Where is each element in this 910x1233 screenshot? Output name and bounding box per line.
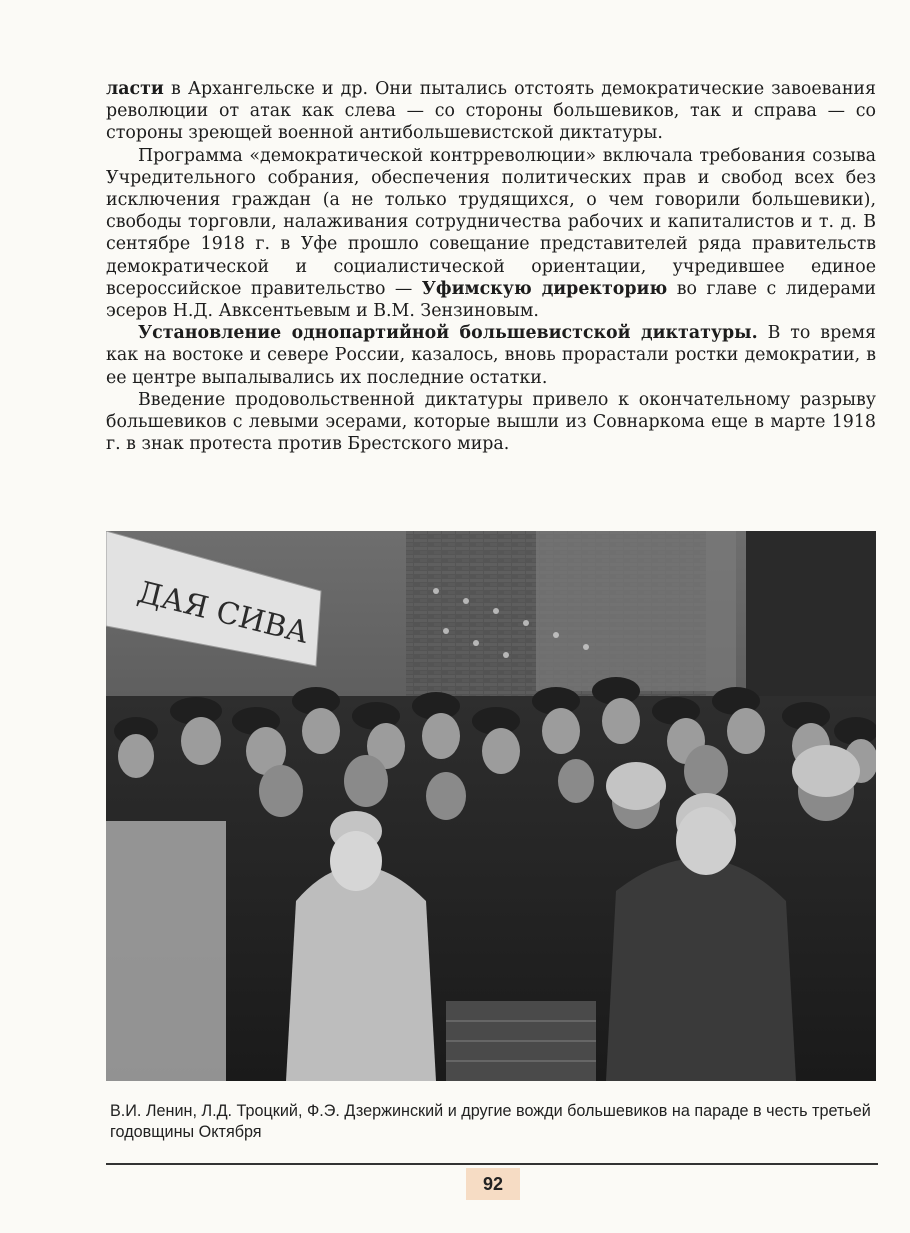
text-run: во главе с лидерами эсеров Н.Д. Авксентьевым и В.М. Зензиновым. (106, 278, 876, 322)
bold-text-run: Уфимскую директорию (421, 278, 668, 299)
figure-dark-coat (606, 858, 796, 1081)
text-run: В то время как на востоке и севере России, казалось, вновь прорастали ростки демократии, в ее центре выпалывались их последние остатки. (106, 323, 876, 388)
parade-photo-illustration (106, 531, 876, 1081)
banner-text: ДАЯ СИВА (134, 574, 313, 652)
photo-caption: В.И. Ленин, Л.Д. Троцкий, Ф.Э. Дзержинский и другие вожди большевиков на параде в честь третьей годовщины Октября (110, 1102, 871, 1141)
page-number: 92 (466, 1168, 520, 1200)
paragraph (106, 322, 876, 389)
paragraph (106, 389, 876, 456)
paragraph (106, 145, 876, 323)
text-run: в Архангельске и др. Они пытались отстоять демократические завоевания революции от атак как слева — со стороны большевиков, так и справа — со стороны зреющей военной антибольшевистской диктатуры. (106, 79, 876, 144)
historical-photograph (106, 531, 876, 1081)
text-run: Программа «демократической контрреволюции» включала требования созыва Учредительного собрания, обеспечения политических прав и свобод всех без исключения граждан (а не только трудящихся, о чем говорили большевики), свободы торговли, налаживания сотрудничества рабочих и капиталистов и т. д. В сентябре 1918 г. в Уфе прошло совещание представителей ряда правительств демократической и социалистической ориентации, учредившее единое всероссийское правительство — (106, 145, 876, 299)
body-text (106, 78, 876, 455)
bold-text-run: Установление однопартийной большевистской диктатуры. (138, 323, 758, 344)
figure-light-coat (286, 866, 436, 1081)
text-run: Введение продовольственной диктатуры привело к окончательному разрыву большевиков с левыми эсерами, которые вышли из Совнаркома еще в марте 1918 г. в знак протеста против Брестского мира. (106, 389, 876, 455)
bold-text-run: ласти (106, 79, 164, 99)
footer-divider (106, 1163, 878, 1165)
paragraph (106, 78, 876, 145)
